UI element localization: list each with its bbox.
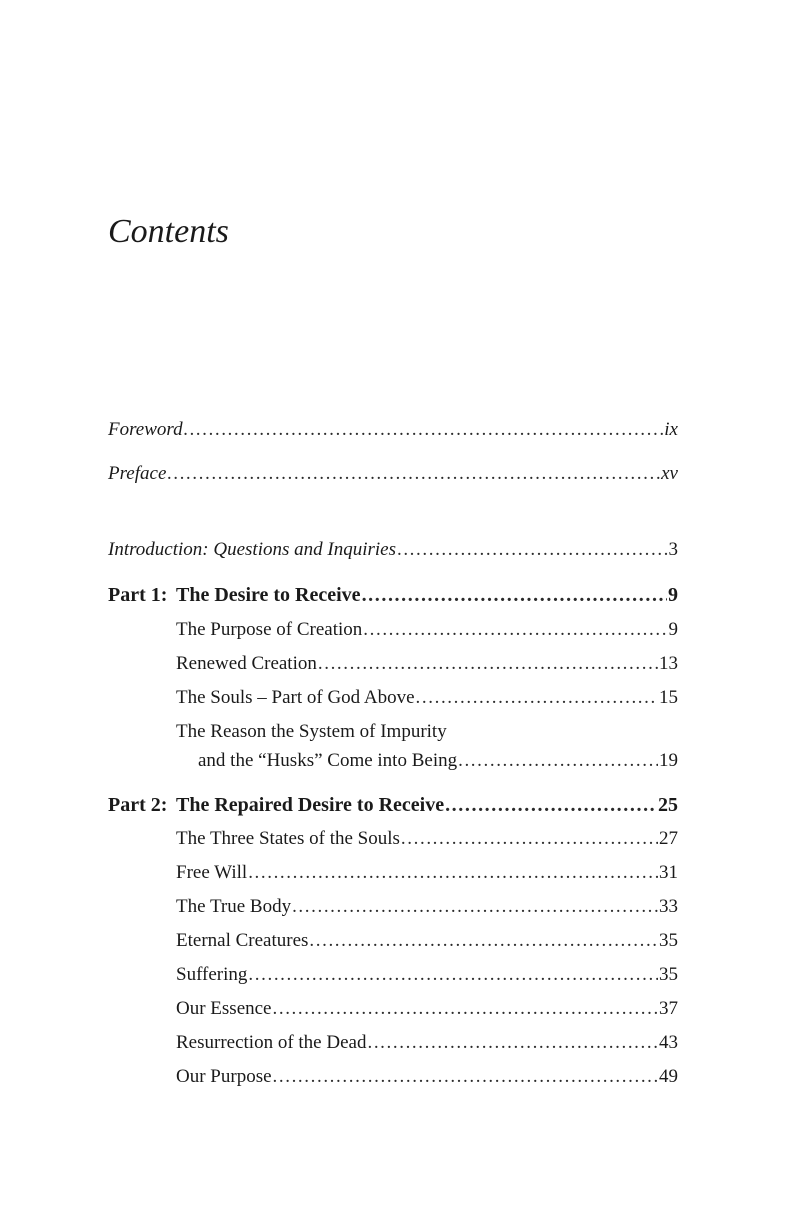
toc-entry-title: Free Will	[176, 862, 248, 883]
toc-entry-title: Resurrection of the Dead	[176, 1032, 367, 1053]
page-title: Contents	[108, 213, 229, 250]
toc-entry-page: 3	[668, 539, 678, 560]
dot-leader	[273, 997, 659, 1021]
dot-leader	[167, 462, 660, 486]
dot-leader	[458, 749, 658, 773]
toc-entry-page: 35	[659, 964, 678, 985]
dot-leader	[292, 895, 658, 919]
toc-entry-page: 9	[668, 619, 678, 640]
toc-entry-title: The True Body	[176, 896, 292, 917]
part-label: Part 2:	[108, 794, 168, 816]
toc-chapter[interactable]	[176, 1065, 678, 1089]
toc-entry-title: Eternal Creatures	[176, 930, 309, 951]
toc-chapter[interactable]	[176, 686, 678, 710]
dot-leader	[248, 861, 658, 885]
toc-part-heading	[108, 583, 361, 607]
toc-entry-title: Preface	[108, 463, 167, 484]
toc-entry-title: and the “Husks” Come into Being	[198, 750, 458, 771]
toc-chapter[interactable]	[176, 963, 678, 987]
toc-entry-page: 25	[658, 794, 678, 816]
toc-chapter[interactable]	[176, 929, 678, 953]
dot-leader	[401, 827, 658, 851]
toc-chapter[interactable]	[176, 652, 678, 676]
toc-chapter[interactable]	[176, 618, 678, 642]
toc-entry-page: ix	[664, 419, 678, 440]
toc-entry-page: 27	[659, 828, 678, 849]
toc-part-1[interactable]	[108, 583, 678, 607]
toc-entry-page: 9	[668, 584, 678, 606]
toc-part-2[interactable]	[108, 793, 678, 817]
part-title: The Desire to Receive	[176, 584, 361, 606]
toc-entry-page: 49	[659, 1066, 678, 1087]
dot-leader	[445, 793, 657, 817]
toc-entry-title: Foreword	[108, 419, 183, 440]
dot-leader	[397, 538, 668, 562]
toc-entry-title: Renewed Creation	[176, 653, 317, 674]
toc-entry-title: The Purpose of Creation	[176, 619, 363, 640]
toc-entry-page: 35	[659, 930, 678, 951]
dot-leader	[363, 618, 667, 642]
toc-chapter[interactable]	[176, 997, 678, 1021]
toc-entry-title: The Souls – Part of God Above	[176, 687, 415, 708]
toc-entry-page: 43	[659, 1032, 678, 1053]
dot-leader	[318, 652, 658, 676]
toc-chapter[interactable]	[176, 895, 678, 919]
toc-chapter[interactable]	[176, 1031, 678, 1055]
dot-leader	[362, 583, 667, 607]
toc-chapter-continuation[interactable]	[198, 749, 678, 773]
toc-entry-title: Our Purpose	[176, 1066, 272, 1087]
dot-leader	[184, 418, 664, 442]
toc-entry-title: Suffering	[176, 964, 248, 985]
toc-entry-introduction[interactable]	[108, 538, 678, 562]
toc-part-heading	[108, 793, 444, 817]
toc-entry-page: 13	[659, 653, 678, 674]
toc-entry-preface[interactable]	[108, 462, 678, 486]
toc-entry-title: Our Essence	[176, 998, 272, 1019]
toc-entry-page: 33	[659, 896, 678, 917]
toc-entry-page: 37	[659, 998, 678, 1019]
toc-entry-page: 19	[659, 750, 678, 771]
toc-entry-page: xv	[661, 463, 678, 484]
dot-leader	[273, 1065, 658, 1089]
toc-chapter[interactable]	[176, 861, 678, 885]
toc-chapter-first-line[interactable]: The Reason the System of Impurity	[176, 721, 447, 742]
dot-leader	[309, 929, 658, 953]
toc-entry-page: 31	[659, 862, 678, 883]
toc-entry-foreword[interactable]	[108, 418, 678, 442]
dot-leader	[416, 686, 658, 710]
dot-leader	[367, 1031, 658, 1055]
part-title: The Repaired Desire to Receive	[176, 794, 445, 816]
toc-chapter[interactable]	[176, 827, 678, 851]
toc-entry-page: 15	[659, 687, 678, 708]
toc-entry-title: Introduction: Questions and Inquiries	[108, 539, 396, 560]
dot-leader	[248, 963, 658, 987]
part-label: Part 1:	[108, 584, 168, 606]
toc-entry-title: The Three States of the Souls	[176, 828, 400, 849]
